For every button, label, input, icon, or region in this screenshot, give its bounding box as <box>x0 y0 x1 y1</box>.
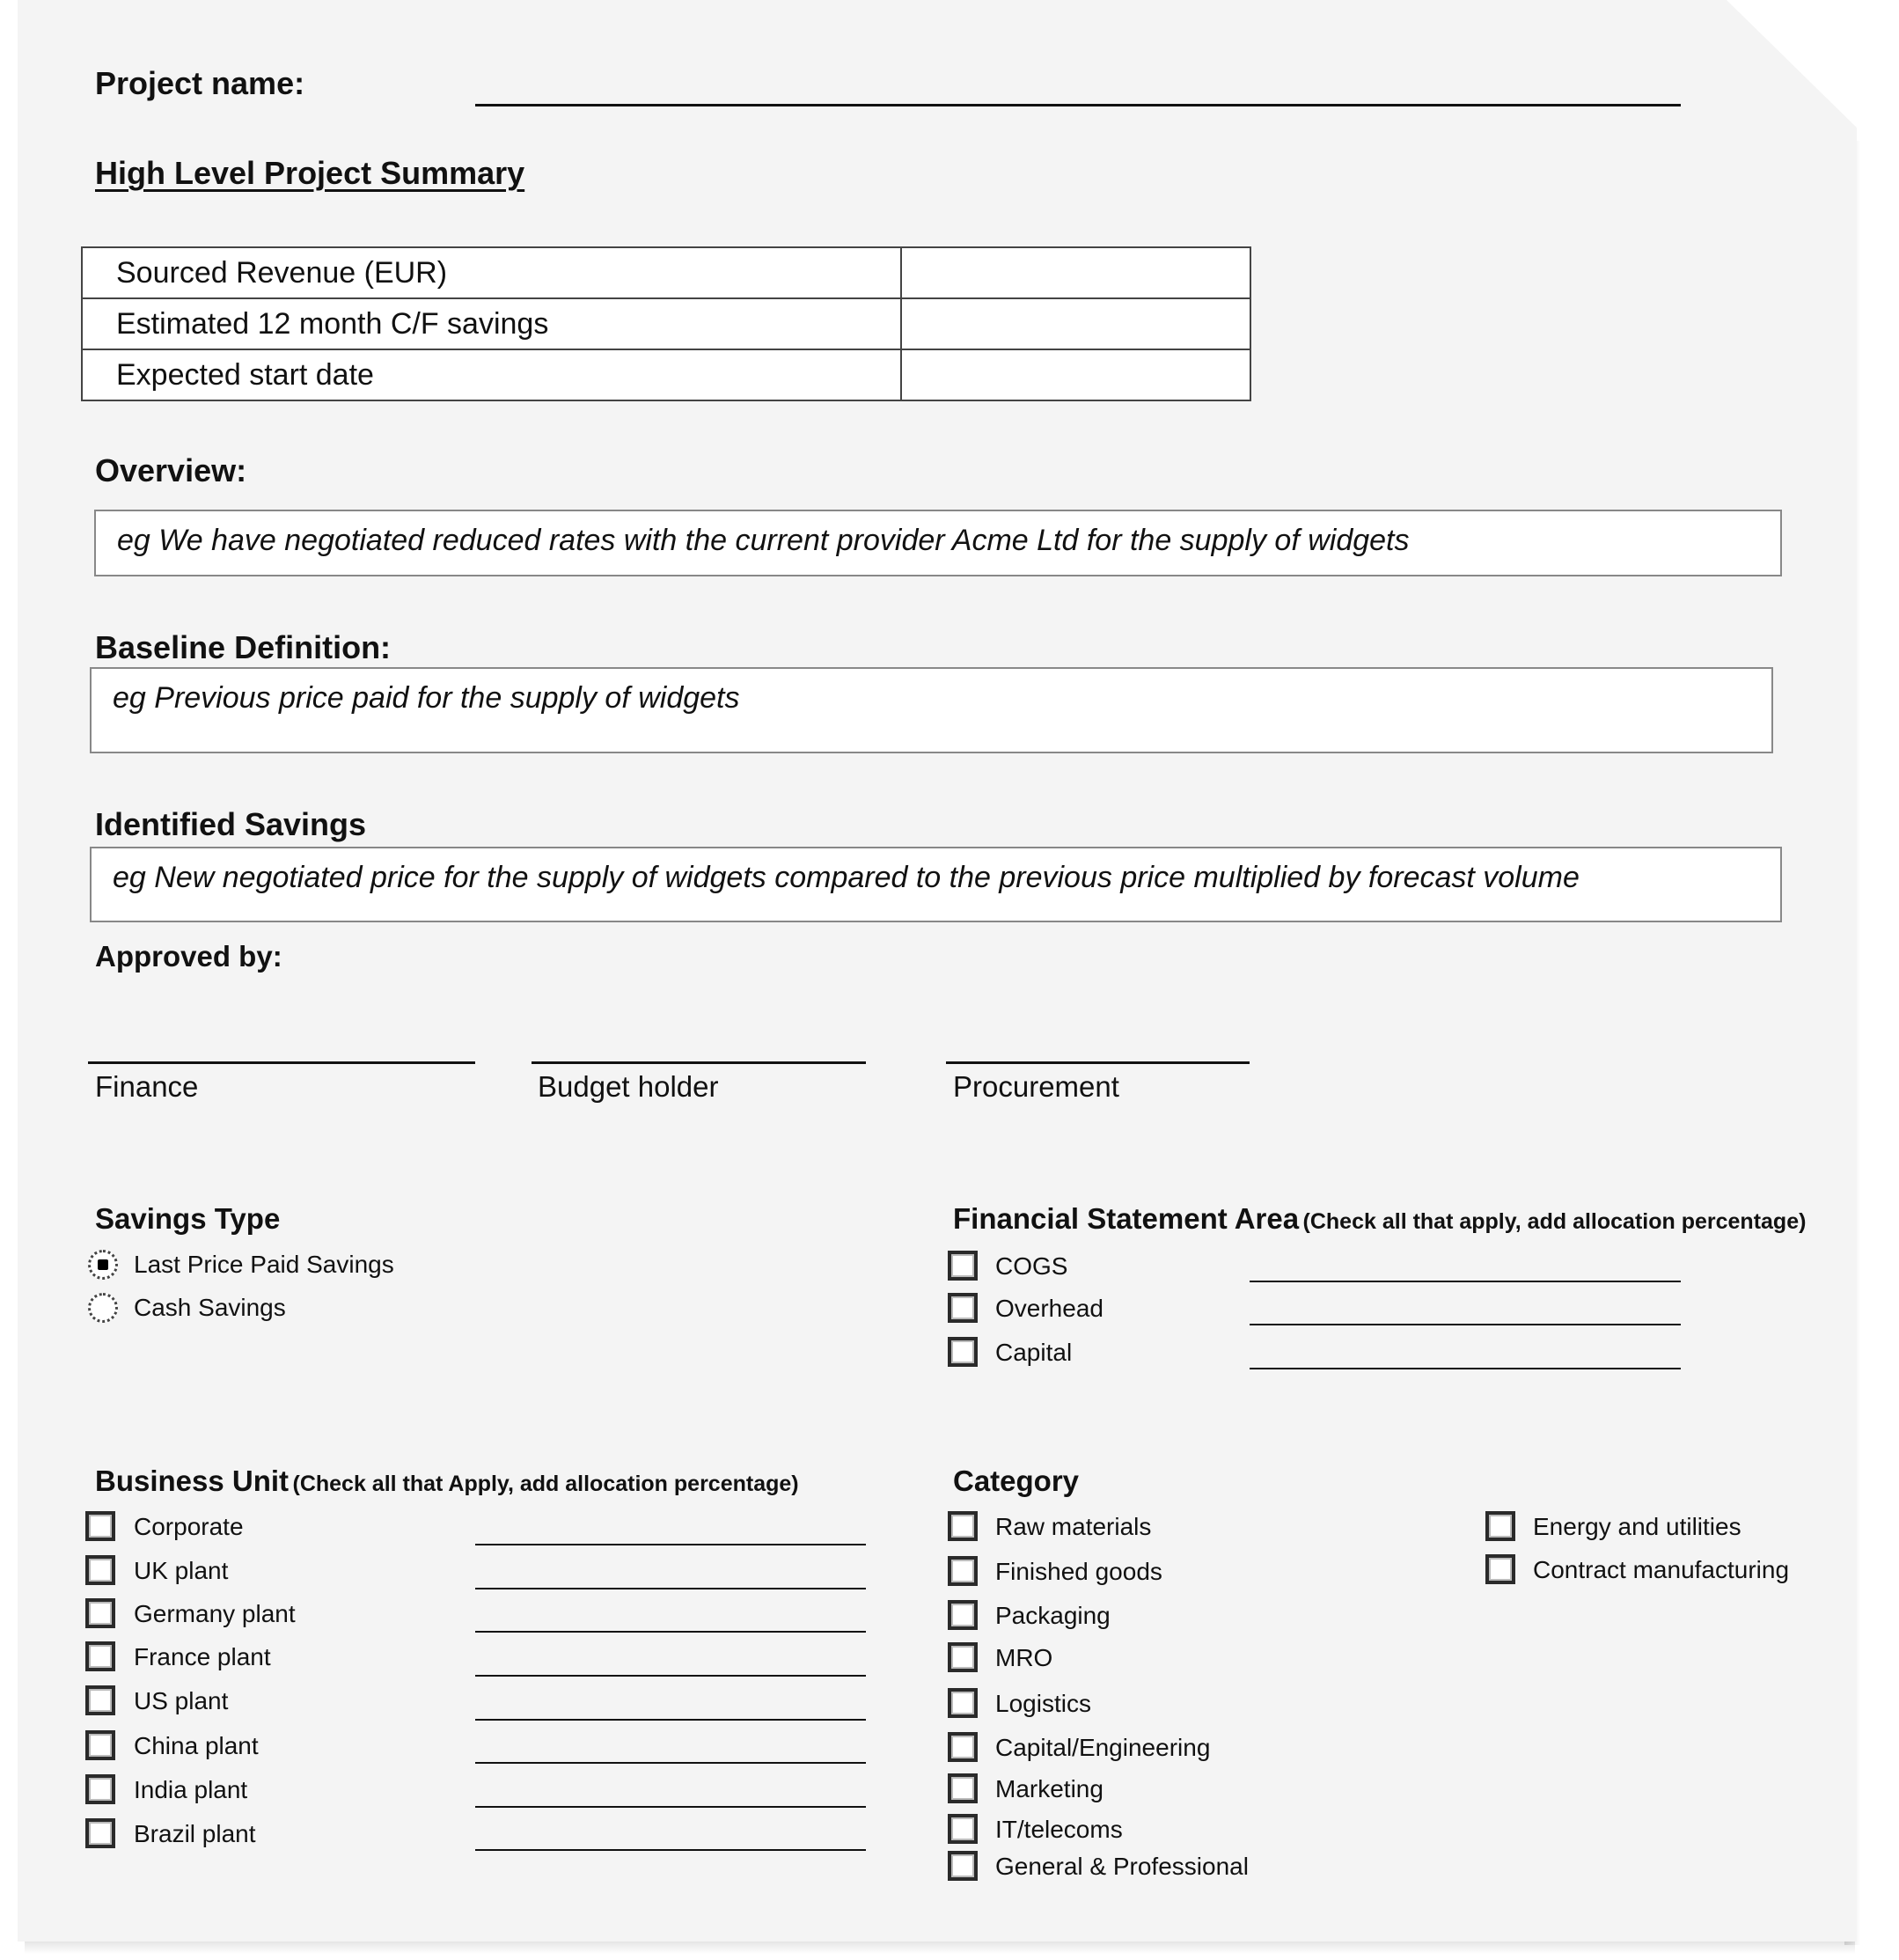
project-name-label: Project name: <box>95 65 305 101</box>
allocation-field[interactable] <box>475 1544 866 1545</box>
checkbox-label: IT/telecoms <box>995 1816 1123 1843</box>
checkbox-label: General & Professional <box>995 1853 1249 1880</box>
summary-row-label: Sourced Revenue (EUR) <box>82 247 901 298</box>
baseline-heading: Baseline Definition: <box>95 629 392 665</box>
checkbox[interactable] <box>948 1732 978 1762</box>
fin-area-heading: Financial Statement Area <box>953 1202 1300 1235</box>
checkbox[interactable] <box>948 1851 978 1881</box>
cf-savings-field[interactable] <box>901 298 1250 349</box>
checkbox-label: Germany plant <box>134 1600 296 1627</box>
fin-area-heading-group <box>953 1202 1806 1236</box>
allocation-field[interactable] <box>475 1719 866 1721</box>
checkbox[interactable] <box>85 1555 115 1585</box>
project-name-field[interactable] <box>475 104 1681 106</box>
checkbox-label: Overhead <box>995 1295 1103 1322</box>
checkbox-label: COGS <box>995 1252 1068 1280</box>
checkbox-label: MRO <box>995 1644 1053 1671</box>
checkbox[interactable] <box>1485 1554 1515 1584</box>
summary-row-label: Expected start date <box>82 349 901 400</box>
procurement-signature-line[interactable] <box>946 1061 1250 1064</box>
checkbox[interactable] <box>948 1511 978 1541</box>
allocation-field[interactable] <box>475 1849 866 1851</box>
checkbox-label: China plant <box>134 1732 259 1759</box>
allocation-field[interactable] <box>475 1588 866 1589</box>
radio-label: Cash Savings <box>134 1294 286 1321</box>
overview-heading: Overview: <box>95 452 247 488</box>
allocation-field[interactable] <box>475 1806 866 1808</box>
allocation-field[interactable] <box>475 1631 866 1633</box>
checkbox[interactable] <box>948 1814 978 1844</box>
checkbox-label: India plant <box>134 1776 248 1803</box>
fin-area-note: (Check all that apply, add allocation percentage) <box>1302 1209 1807 1234</box>
checkbox-label: Logistics <box>995 1690 1091 1717</box>
checkbox-label: Capital <box>995 1339 1073 1366</box>
checkbox[interactable] <box>85 1818 115 1848</box>
allocation-field[interactable] <box>475 1675 866 1677</box>
summary-table <box>81 246 1251 401</box>
checkbox-label: Marketing <box>995 1775 1103 1802</box>
checkbox[interactable] <box>948 1642 978 1672</box>
checkbox-label: US plant <box>134 1687 229 1714</box>
baseline-field[interactable]: eg Previous price paid for the supply of widgets <box>90 667 1773 753</box>
summary-heading: High Level Project Summary <box>95 155 525 191</box>
checkbox[interactable] <box>85 1598 115 1628</box>
checkbox-label: Capital/Engineering <box>995 1734 1211 1761</box>
checkbox[interactable] <box>948 1688 978 1718</box>
allocation-field[interactable] <box>475 1762 866 1764</box>
category-heading: Category <box>953 1464 1080 1497</box>
checkbox[interactable] <box>948 1251 978 1281</box>
allocation-field[interactable] <box>1250 1324 1681 1325</box>
savings-type-heading: Savings Type <box>95 1202 281 1235</box>
checkbox[interactable] <box>948 1556 978 1586</box>
approved-heading: Approved by: <box>95 940 282 973</box>
table-row <box>82 298 1250 349</box>
finance-signature-line[interactable] <box>88 1061 475 1064</box>
business-unit-note: (Check all that Apply, add allocation percentage) <box>292 1472 799 1496</box>
checkbox-label: Energy and utilities <box>1533 1513 1741 1540</box>
checkbox[interactable] <box>948 1337 978 1367</box>
checkbox[interactable] <box>85 1641 115 1671</box>
table-row <box>82 247 1250 298</box>
checkbox[interactable] <box>948 1773 978 1803</box>
checkbox-label: Finished goods <box>995 1558 1162 1585</box>
start-date-field[interactable] <box>901 349 1250 400</box>
savings-field[interactable]: eg New negotiated price for the supply of widgets compared to the previous price multiplied by forecast volume <box>90 847 1782 922</box>
checkbox-label: Contract manufacturing <box>1533 1556 1790 1583</box>
savings-heading: Identified Savings <box>95 806 367 842</box>
page-shadow-bottom <box>25 1942 1855 1954</box>
checkbox-label: Corporate <box>134 1513 244 1540</box>
checkbox[interactable] <box>85 1511 115 1541</box>
checkbox-label: Brazil plant <box>134 1820 256 1847</box>
business-unit-heading-group <box>95 1464 799 1498</box>
checkbox[interactable] <box>85 1730 115 1760</box>
overview-field[interactable]: eg We have negotiated reduced rates with the current provider Acme Ltd for the supply of widgets <box>94 510 1782 576</box>
checkbox[interactable] <box>85 1685 115 1715</box>
allocation-field[interactable] <box>1250 1368 1681 1369</box>
checkbox-label: Raw materials <box>995 1513 1152 1540</box>
checkbox[interactable] <box>948 1293 978 1323</box>
checkbox[interactable] <box>948 1600 978 1630</box>
signer-label: Procurement <box>953 1070 1119 1103</box>
allocation-field[interactable] <box>1250 1281 1681 1282</box>
radio-button[interactable] <box>88 1293 118 1323</box>
checkbox[interactable] <box>85 1774 115 1804</box>
checkbox-label: Packaging <box>995 1602 1111 1629</box>
checkbox-label: UK plant <box>134 1557 229 1584</box>
radio-label: Last Price Paid Savings <box>134 1251 394 1278</box>
summary-row-label: Estimated 12 month C/F savings <box>82 298 901 349</box>
checkbox[interactable] <box>1485 1511 1515 1541</box>
budget-holder-signature-line[interactable] <box>532 1061 866 1064</box>
checkbox-label: France plant <box>134 1643 271 1670</box>
sourced-revenue-field[interactable] <box>901 247 1250 298</box>
radio-button[interactable] <box>88 1250 118 1280</box>
business-unit-heading: Business Unit <box>95 1464 290 1497</box>
signer-label: Finance <box>95 1070 199 1103</box>
signer-label: Budget holder <box>538 1070 719 1103</box>
table-row <box>82 349 1250 400</box>
